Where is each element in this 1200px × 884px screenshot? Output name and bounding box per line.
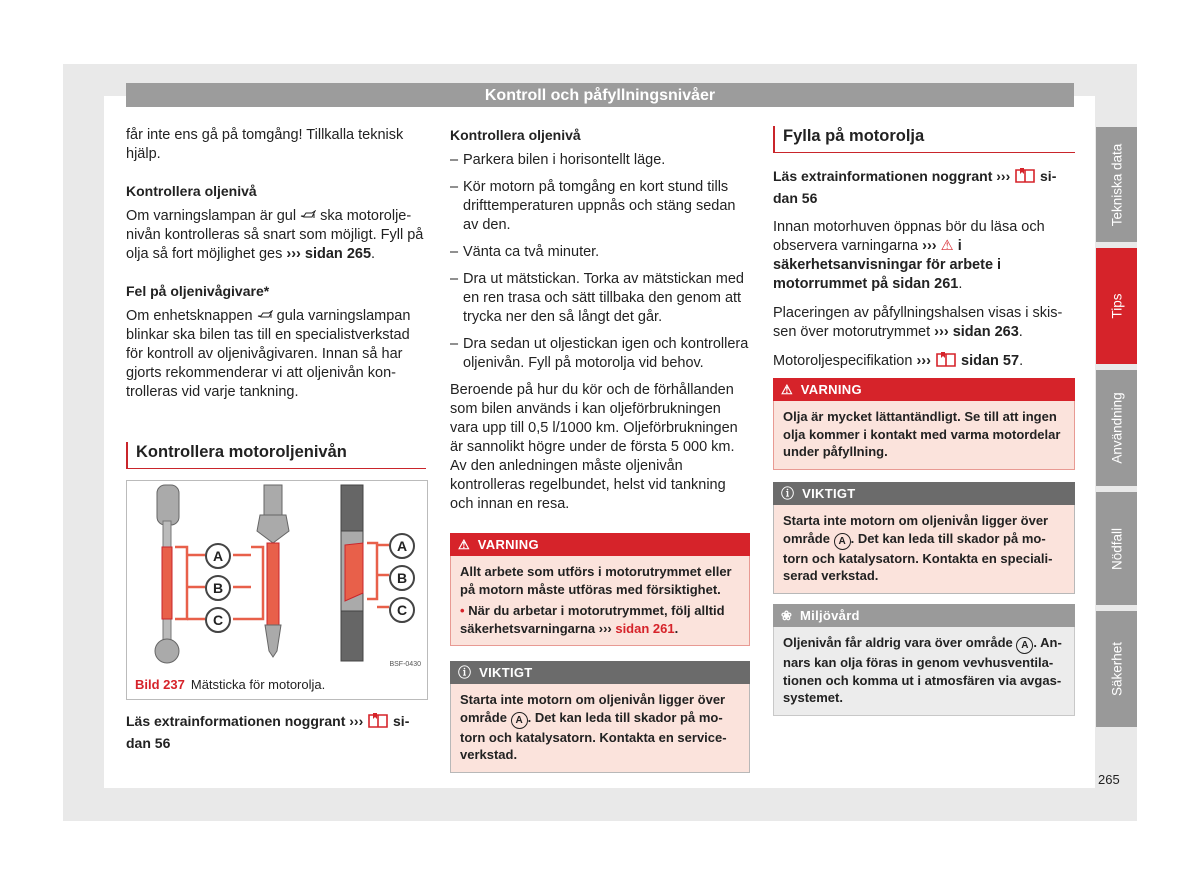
link-sidan-263[interactable]: sidan 263 (952, 324, 1019, 340)
list-item: – Dra ut mätstickan. Torka av mätstickan med en ren trasa och sätt tillbaka den genom att trycka ner den så långt det går. (450, 270, 750, 327)
link-sidan-265[interactable]: sidan 265 (304, 246, 372, 262)
link-sidan-57[interactable]: sidan 57 (961, 353, 1020, 369)
mark-b-1: B (205, 575, 231, 601)
important-text-end: . Det kan leda till skador på motorn och katalysatorn. Kontakta en specialiserad verkstad. (783, 530, 1053, 583)
mark-a-icon: A (1016, 637, 1033, 654)
link-sidan-261[interactable]: sidan 261 (615, 620, 675, 636)
environment-box (773, 604, 1075, 716)
environment-title: Miljövård (800, 608, 860, 623)
figure-dipstick (126, 480, 428, 700)
tab-tips[interactable] (1096, 248, 1137, 364)
text-part: Innan motorhuven öppnas bör du läsa och observera varningarna (773, 219, 1045, 254)
consumption-paragraph: Beroende på hur du kör och de förhållanden som bilen används i kan oljeförbrukningen vara upp till 0,5 l/1000 km. Oljeförbrukningen är sannolikt högre under de första 5 000 km. Av den anledningen måste oljenivån kontrolleras regelbundet, helst vid tankning och innan en resa. (450, 382, 738, 512)
tab-nodfall[interactable] (1096, 492, 1137, 605)
warning-triangle-icon: ⚠ (458, 537, 470, 552)
mark-c-1: C (205, 607, 231, 633)
text-part: Placeringen av påfyllningshalsen visas i skissen över motorutrymmet (773, 305, 1063, 340)
paragraph-before-opening: Innan motorhuven öppnas bör du läsa och observera varningarna ››› ⚠ i säkerhetsanvisningar för arbete i motorrummet på sidan 261. (773, 219, 1045, 292)
intro-text: får inte ens gå på tomgång! Tillkalla teknisk hjälp. (126, 127, 404, 162)
page-header: Kontroll och påfyllningsnivåer (126, 83, 1074, 107)
mark-a-icon: A (511, 712, 528, 729)
text-part: ska motoroljenivån kontrolleras så snart som möjligt. Fyll på olja så fort möjlighet ges (126, 208, 424, 262)
mark-a-2: A (389, 533, 415, 559)
warning-body (450, 556, 750, 646)
figure-caption (135, 677, 325, 692)
section-check-oil-level (126, 442, 426, 469)
tab-label: Säkerhet (1109, 641, 1124, 697)
text-part: Motoroljespecifikation (773, 353, 913, 369)
tab-label: Nödfall (1109, 527, 1124, 570)
warning-text: Allt arbete som utförs i motorutrymmet eller på motorn måste utföras med försiktighet. (460, 564, 732, 597)
oil-lamp-icon (300, 208, 320, 224)
section-title-fill-oil: Fylla på motorolja (773, 126, 1075, 153)
flower-icon: ❀ (781, 608, 793, 623)
important-title: VIKTIGT (802, 486, 856, 501)
warning-title: VARNING (800, 382, 862, 397)
important-header (773, 482, 1075, 505)
paragraph-filler-neck: Placeringen av påfyllningshalsen visas i skissen över motorutrymmet ››› sidan 263. (773, 305, 1063, 340)
section-title: Kontrollera motoroljenivån (126, 442, 426, 469)
figure-caption-text: Mätsticka för motorolja. (190, 677, 326, 692)
info-icon: ⓘ (458, 665, 472, 680)
list-item: – Vänta ca två minuter. (450, 243, 750, 262)
warning-triangle-icon: ⚠ (781, 382, 793, 397)
important-text-end: . Det kan leda till skador på motorn och katalysatorn. Kontakta en serviceverkstad. (460, 709, 727, 762)
info-icon: ⓘ (781, 486, 795, 501)
text-part: Om varningslampan är gul (126, 208, 297, 224)
column-3 (773, 126, 1075, 384)
list-item: – Parkera bilen i horisontellt läge. (450, 151, 750, 170)
column-2 (450, 126, 750, 524)
paragraph-sensor-fault (126, 307, 424, 402)
important-box-1 (450, 661, 750, 773)
text-part: Om enhetsknappen (126, 308, 253, 324)
mark-b-2: B (389, 565, 415, 591)
tab-label: Tekniska data (1109, 143, 1124, 226)
book-icon (1014, 168, 1036, 189)
text-part: gula varningslampan blinkar ska bilen tas till en specialistverkstad för kontroll av oljenivågivaren. Innan så har gjorts rekommenderar vi att oljenivån kontrolleras vid varje tankning. (126, 308, 411, 400)
environment-header (773, 604, 1075, 627)
warning-bullet: • När du arbetar i motorutrymmet, följ alltid säkerhetsvarningarna ››› sidan 261. (460, 603, 725, 636)
warning-title: VARNING (477, 537, 539, 552)
page-number: 265 (1098, 772, 1120, 787)
list-item: – Dra sedan ut oljestickan igen och kontrollera oljenivån. Fyll på motorolja vid behov. (450, 335, 750, 373)
tab-sakerhet[interactable] (1096, 611, 1137, 727)
important-text: Starta inte motorn om oljenivån ligger över område (783, 513, 1049, 546)
important-body (450, 684, 750, 773)
book-icon (367, 713, 389, 734)
warning-header (450, 533, 750, 556)
important-header (450, 661, 750, 684)
tab-label: Användning (1109, 392, 1124, 464)
environment-text-end: . Annars kan olja föras in genom vevhusventilationen och komma ut i atmosfären via avgassystemet. (783, 635, 1062, 705)
book-icon (935, 352, 957, 374)
paragraph-oil-spec: Motoroljespecifikation ››› sidan 57. (773, 352, 1075, 374)
dipstick-illustration (127, 481, 427, 671)
tab-anvandning[interactable] (1096, 370, 1137, 486)
important-text: Starta inte motorn om oljenivån ligger över område (460, 692, 726, 725)
important-body (773, 505, 1075, 594)
figure-label: Bild 237 (135, 677, 185, 692)
warning-triangle-icon: ⚠ (940, 238, 954, 254)
tab-label: Tips (1109, 293, 1124, 319)
warning-bullet-text: När du arbetar i motorutrymmet, följ alltid säkerhetsvarningarna (460, 603, 725, 636)
important-title: VIKTIGT (479, 665, 533, 680)
link-sidan-56[interactable]: sidan 56 (126, 713, 410, 751)
read-more-1: Läs extrainformationen noggrant ››› sidan 56 (126, 713, 410, 751)
arrow-ref-icon: ››› (286, 246, 301, 262)
warning-header (773, 378, 1075, 401)
warning-body: Olja är mycket lättantändligt. Se till att ingen olja kommer i kontakt med varma motordelar under påfyllning. (773, 401, 1075, 470)
tab-tekniska-data[interactable] (1096, 127, 1137, 242)
important-box-2 (773, 482, 1075, 594)
environment-body (773, 627, 1075, 716)
list-item: – Kör motorn på tomgång en kort stund tills drifttemperaturen uppnås och stäng sedan av den. (450, 178, 750, 235)
column-1 (126, 126, 424, 412)
read-more-text: Läs extrainformationen noggrant (773, 168, 993, 184)
heading-check-oil-steps: Kontrollera oljenivå (450, 127, 581, 143)
read-more-text: Läs extrainformationen noggrant (126, 713, 346, 729)
steps-list (450, 151, 750, 373)
link-sidan-56[interactable]: sidan 56 (773, 168, 1057, 206)
bullet-icon: • (460, 603, 465, 618)
mark-a-icon: A (834, 533, 851, 550)
read-more-2: Läs extrainformationen noggrant ››› sidan 56 (773, 168, 1057, 206)
oil-lamp-icon (257, 308, 277, 324)
mark-c-2: C (389, 597, 415, 623)
warning-box-1 (450, 533, 750, 646)
paragraph-oil-warning: Om varningslampan är gul ska motoroljenivån kontrolleras så snart som möjligt. Fyll på olja så fort möjlighet ges ››› sidan 265. (126, 208, 424, 262)
mark-a-1: A (205, 543, 231, 569)
figure-code: BSF-0430 (389, 661, 421, 668)
warning-box-2 (773, 378, 1075, 470)
environment-text: Oljenivån får aldrig vara över område (783, 635, 1013, 650)
heading-check-oil: Kontrollera oljenivå (126, 183, 257, 199)
link-safety-instructions[interactable]: i säkerhetsanvisningar för arbete i motorrummet på sidan 261 (773, 238, 1002, 292)
heading-sensor-fault: Fel på oljenivågivare* (126, 283, 270, 299)
